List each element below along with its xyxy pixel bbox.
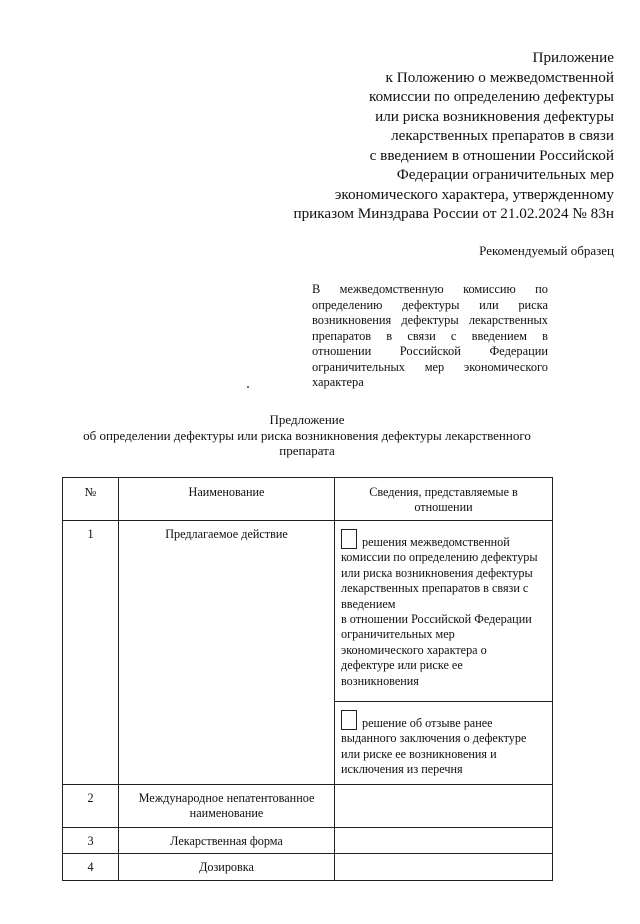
- table-row: [63, 521, 553, 702]
- appendix-line: к Положению о межведомственной: [385, 68, 614, 86]
- header-number: №: [63, 478, 119, 521]
- addressee-line: ограничительных мер экономического: [312, 359, 548, 374]
- title-line: об определении дефектуры или риска возникновения дефектуры лекарственного: [83, 427, 531, 443]
- row-name: Международное непатентованное наименование: [119, 785, 335, 828]
- row-name: Дозировка: [119, 854, 335, 881]
- appendix-line: лекарственных препаратов в связи: [391, 127, 614, 144]
- row-value-field[interactable]: [335, 854, 553, 881]
- action-option-decision: решения межведомственной комиссии по определению дефектуры или риска возникновения дефектуры лекарственных препаратов в связи с введением в отношении Российской Федерации ограничительных мер экономического характера о дефектуре или риске ее возникновения: [335, 521, 553, 702]
- row-name: Предлагаемое действие: [119, 521, 335, 785]
- proposal-table: [62, 477, 553, 881]
- table-row: [63, 785, 553, 828]
- addressee-line: препаратов в связи с введением в: [312, 328, 548, 343]
- sample-label: Рекомендуемый образец: [479, 243, 614, 258]
- appendix-line: экономического характера, утвержденному: [334, 185, 614, 203]
- title-line: Предложение: [269, 412, 345, 427]
- appendix-line: приказом Минздрава России от 21.02.2024 № 83н: [293, 205, 614, 222]
- checkbox-decision[interactable]: [341, 529, 357, 549]
- row-number: 1: [63, 521, 119, 785]
- appendix-line: Федерации ограничительных мер: [396, 166, 614, 183]
- table-row: [63, 854, 553, 881]
- addressee-line: характера: [312, 375, 364, 389]
- appendix-line: или риска возникновения дефектуры: [375, 107, 614, 125]
- scan-speck: [247, 386, 249, 388]
- addressee-line: определению дефектуры или риска: [312, 297, 548, 312]
- addressee-line: отношении Российской Федерации: [312, 344, 548, 358]
- header-info: Сведения, представляемые в отношении: [335, 478, 553, 521]
- table-header-row: [63, 478, 553, 521]
- row-number: 3: [63, 828, 119, 854]
- row-value-field[interactable]: [335, 785, 553, 828]
- row-value-field[interactable]: [335, 828, 553, 854]
- addressee-block: [312, 282, 548, 391]
- header-name: Наименование: [119, 478, 335, 521]
- checkbox-revoke[interactable]: [341, 710, 357, 730]
- appendix-line: Приложение: [532, 49, 614, 66]
- addressee-line: возникновения дефектуры лекарственных: [312, 313, 548, 327]
- appendix-line: с введением в отношении Российской: [369, 146, 614, 164]
- document-title: [60, 412, 554, 459]
- title-line: препарата: [279, 443, 335, 459]
- appendix-header: [234, 48, 614, 224]
- appendix-line: комиссии по определению дефектуры: [369, 88, 614, 105]
- table-row: [63, 828, 553, 854]
- row-number: 4: [63, 854, 119, 881]
- row-number: 2: [63, 785, 119, 828]
- action-option-revoke: решение об отзыве ранее выданного заключения о дефектуре или риске ее возникновения и исключения из перечня: [335, 702, 553, 785]
- row-name: Лекарственная форма: [119, 828, 335, 854]
- addressee-line: В межведомственную комиссию по: [312, 282, 548, 296]
